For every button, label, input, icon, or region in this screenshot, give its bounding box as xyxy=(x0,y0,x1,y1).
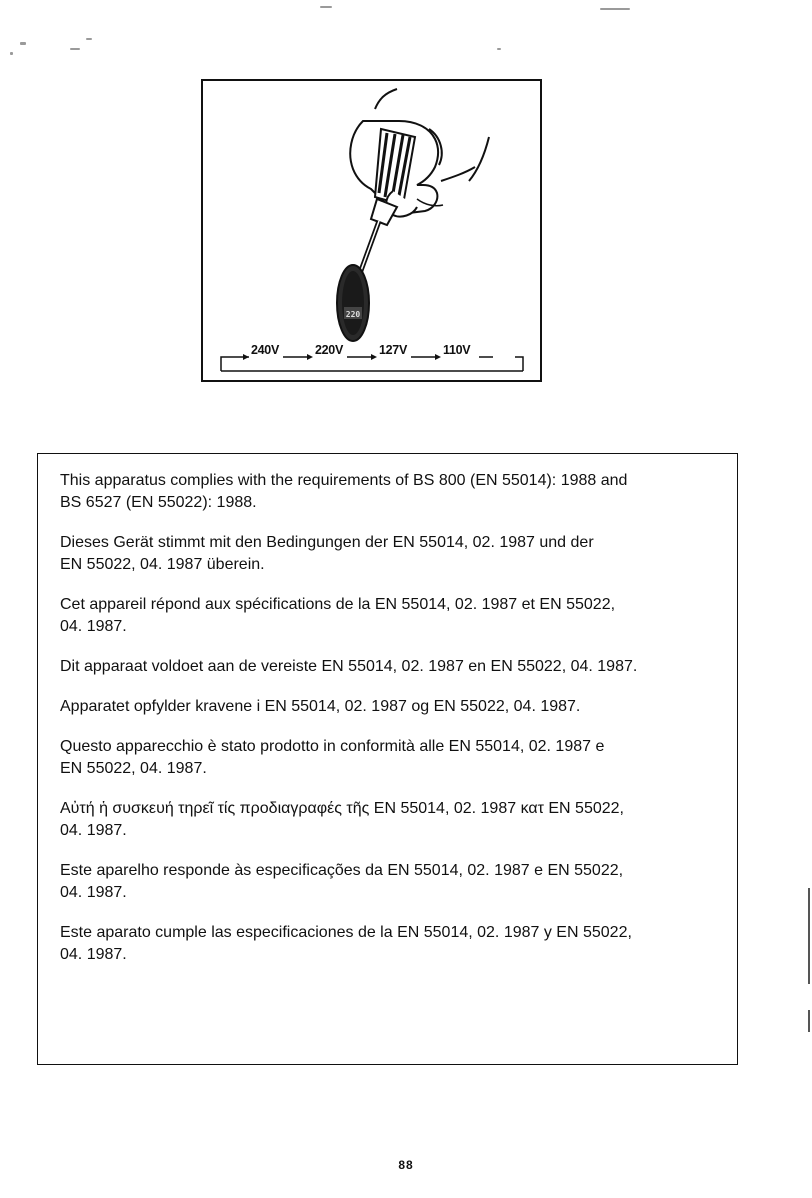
compliance-statement-box xyxy=(37,453,738,1065)
compliance-spanish: Este aparato cumple las especificaciones de la EN 55014, 02. 1987 y EN 55022, 04. 1987. xyxy=(60,924,632,963)
scan-speck xyxy=(600,8,630,10)
compliance-french: Cet appareil répond aux spécifications de la EN 55014, 02. 1987 et EN 55022, 04. 1987. xyxy=(60,596,616,635)
dial-voltage-label: 220 xyxy=(345,310,361,319)
voltage-label-127: 127V xyxy=(379,343,407,357)
voltage-label-240: 240V xyxy=(251,343,279,357)
scan-edge-line xyxy=(808,1010,810,1032)
voltage-sequence xyxy=(213,343,531,373)
scan-edge-line xyxy=(808,888,810,984)
scan-speck xyxy=(70,48,80,50)
scan-speck xyxy=(320,6,332,8)
voltage-label-220: 220V xyxy=(315,343,343,357)
compliance-italian: Questo apparecchio è stato prodotto in conformità alle EN 55014, 02. 1987 e EN 55022, 04. 1987. xyxy=(60,738,605,777)
page-number: 88 xyxy=(398,1158,414,1172)
compliance-portuguese: Este aparelho responde às especificações da EN 55014, 02. 1987 e EN 55022, 04. 1987. xyxy=(60,862,624,901)
hand-screwdriver-illustration xyxy=(203,81,540,380)
compliance-danish: Apparatet opfylder kravene i EN 55014, 02. 1987 og EN 55022, 04. 1987. xyxy=(60,698,581,715)
voltage-selector-figure xyxy=(201,79,542,382)
scan-speck xyxy=(10,52,13,55)
voltage-label-110: 110V xyxy=(443,343,471,357)
compliance-dutch: Dit apparaat voldoet aan de vereiste EN 55014, 02. 1987 en EN 55022, 04. 1987. xyxy=(60,658,638,675)
scan-speck xyxy=(497,48,501,50)
compliance-english: This apparatus complies with the requirements of BS 800 (EN 55014): 1988 and BS 6527 (EN 55022): 1988. xyxy=(60,472,628,511)
scan-speck xyxy=(86,38,92,40)
compliance-german: Dieses Gerät stimmt mit den Bedingungen der EN 55014, 02. 1987 und der EN 55022, 04. 1987 überein. xyxy=(60,534,594,573)
scan-speck xyxy=(20,42,26,45)
compliance-greek: Αὐτή ἡ συσκευή τηρεῖ τίς προδιαγραφές τῆς EN 55014, 02. 1987 κατ EN 55022, 04. 1987. xyxy=(60,800,624,839)
